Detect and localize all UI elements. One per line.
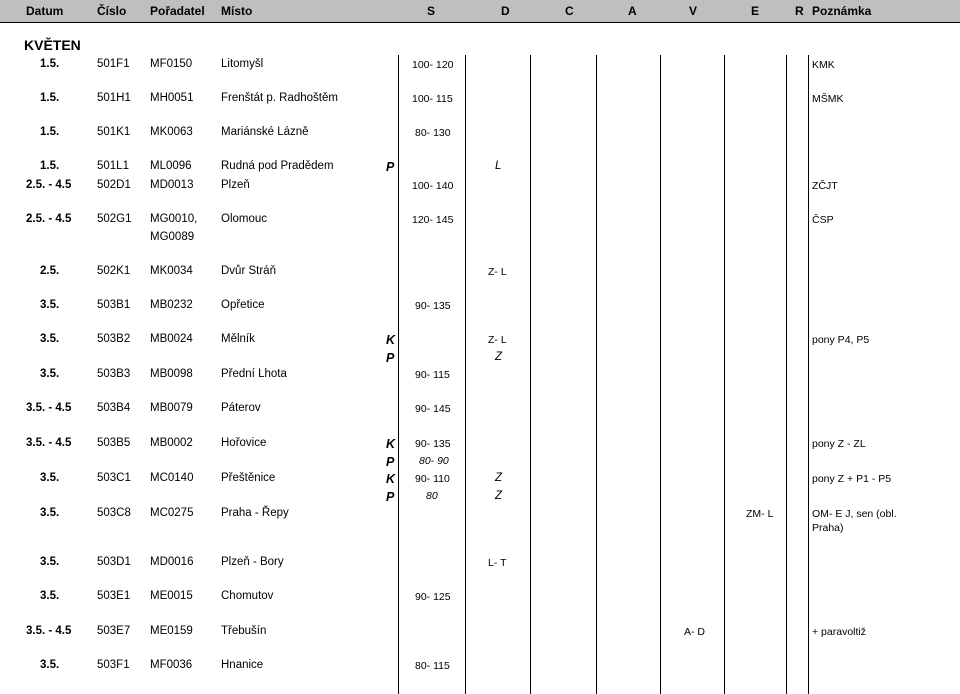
column-rule [660,55,661,694]
cell-poznamka: OM- E J, sen (obl. [812,508,897,520]
cell-cislo: 503C8 [97,507,131,519]
column-rule [724,55,725,694]
cell-datum: 1.5. [40,160,60,172]
cell-datum: 3.5. [40,299,60,311]
header-poradatel: Pořadatel [150,4,205,18]
cell-poznamka: pony Z - ZL [812,438,866,450]
cell-cislo: 503D1 [97,556,131,568]
cell-misto: Mělník [221,333,255,345]
cell-datum: 3.5. [40,507,60,519]
column-rule [596,55,597,694]
cell-misto: Rudná pod Pradědem [221,160,334,172]
cell-datum: 1.5. [40,126,60,138]
cell-d-range: 90- 125 [415,591,451,603]
header-poznamka: Poznámka [812,4,872,18]
cell-poznamka-2: Praha) [812,522,844,534]
cell-s-2: P [386,455,395,469]
cell-d-range: 100- 140 [412,180,454,192]
cell-poznamka: pony P4, P5 [812,334,870,346]
cell-c: Z- L [488,266,507,278]
cell-poradatel: MB0098 [150,368,193,380]
cell-poradatel: MG0010, [150,213,198,225]
cell-datum: 3.5. - 4.5 [26,625,72,637]
cell-s: K [386,437,396,451]
cell-d-range: 90- 110 [415,473,450,485]
column-rule [398,55,399,694]
cell-misto: Litomyšl [221,58,264,70]
cell-d-range: 90- 135 [415,300,451,312]
cell-c: L [495,160,502,172]
cell-d-2: 80 [426,490,438,502]
cell-misto: Frenštát p. Radhoštěm [221,92,338,104]
cell-poznamka: ZČJT [812,180,838,192]
cell-d-range: 100- 115 [412,93,453,105]
cell-cislo: 501H1 [97,92,131,104]
cell-misto: Chomutov [221,590,274,602]
cell-d-range: 90- 145 [415,403,451,415]
cell-datum: 3.5. - 4.5 [26,402,72,414]
cell-poradatel: MB0002 [150,437,193,449]
column-rule [786,55,787,694]
cell-poznamka: + paravoltiž [812,626,866,638]
cell-s-2: P [386,490,395,504]
cell-s: P [386,160,395,174]
cell-s: K [386,472,396,486]
cell-misto: Mariánské Lázně [221,126,309,138]
cell-d-2: 80- 90 [419,455,449,467]
cell-datum: 3.5. [40,368,60,380]
cell-datum: 3.5. [40,659,60,671]
cell-poradatel: MF0150 [150,58,193,70]
header-a: A [628,4,637,18]
column-rule [530,55,531,694]
cell-cislo: 503B4 [97,402,131,414]
cell-poznamka: ČSP [812,214,834,226]
cell-poznamka: KMK [812,59,835,71]
header-r: R [795,4,804,18]
cell-poradatel: MD0013 [150,179,194,191]
cell-cislo: 503B5 [97,437,131,449]
cell-v: A- D [684,626,705,638]
cell-datum: 3.5. [40,472,60,484]
cell-d-range: 90- 135 [415,438,451,450]
cell-datum: 3.5. - 4.5 [26,437,72,449]
cell-misto: Opřetice [221,299,265,311]
cell-c: Z [495,472,503,484]
month-heading: KVĚTEN [24,37,81,53]
cell-d-range: 80- 130 [415,127,451,139]
cell-cislo: 503E1 [97,590,131,602]
table-header [0,0,960,23]
cell-d-range: 90- 115 [415,369,450,381]
cell-poradatel: MD0016 [150,556,194,568]
cell-cislo: 503C1 [97,472,131,484]
cell-poradatel: MB0232 [150,299,193,311]
cell-misto: Plzeň [221,179,250,191]
cell-poradatel: MK0063 [150,126,193,138]
cell-misto: Hnanice [221,659,264,671]
cell-poradatel: MH0051 [150,92,194,104]
cell-misto: Hořovice [221,437,267,449]
cell-poradatel: MK0034 [150,265,193,277]
header-misto: Místo [221,4,253,18]
cell-cislo: 503B2 [97,333,131,345]
cell-s: K [386,333,396,347]
cell-datum: 2.5. - 4.5 [26,213,72,225]
cell-e: ZM- L [746,508,774,520]
cell-cislo: 503F1 [97,659,130,671]
cell-d-range: 100- 120 [412,59,454,71]
cell-cislo: 502K1 [97,265,131,277]
cell-misto: Olomouc [221,213,268,225]
header-e: E [751,4,760,18]
header-d: D [501,4,510,18]
cell-misto: Dvůr Stráň [221,265,276,277]
header-v: V [689,4,698,18]
cell-misto: Přední Lhota [221,368,287,380]
cell-d-range: 80- 115 [415,660,450,672]
cell-misto: Přeštěnice [221,472,276,484]
cell-misto: Páterov [221,402,261,414]
cell-poradatel-2: MG0089 [150,231,195,243]
header-cislo: Číslo [97,4,127,18]
cell-s-2: P [386,351,395,365]
cell-datum: 1.5. [40,92,60,104]
cell-cislo: 503B3 [97,368,131,380]
header-datum: Datum [26,4,64,18]
column-rule [808,55,809,694]
column-rule [465,55,466,694]
cell-c-2: Z [495,490,503,502]
cell-poradatel: MB0079 [150,402,193,414]
cell-cislo: 501L1 [97,160,129,172]
header-s: S [427,4,436,18]
cell-datum: 3.5. [40,556,60,568]
cell-misto: Plzeň - Bory [221,556,284,568]
cell-poradatel: MC0140 [150,472,194,484]
cell-c: Z- L [488,334,507,346]
cell-cislo: 502G1 [97,213,132,225]
cell-datum: 1.5. [40,58,60,70]
cell-cislo: 503E7 [97,625,131,637]
cell-cislo: 501F1 [97,58,130,70]
cell-poradatel: MC0275 [150,507,194,519]
cell-poradatel: ME0159 [150,625,193,637]
cell-datum: 3.5. [40,333,60,345]
cell-cislo: 503B1 [97,299,131,311]
cell-c: L- T [488,557,507,569]
cell-misto: Třebušín [221,625,267,637]
cell-d-range: 120- 145 [412,214,454,226]
cell-misto: Praha - Řepy [221,507,289,519]
cell-datum: 2.5. [40,265,60,277]
cell-cislo: 501K1 [97,126,131,138]
cell-poradatel: ML0096 [150,160,192,172]
cell-datum: 2.5. - 4.5 [26,179,72,191]
cell-datum: 3.5. [40,590,60,602]
cell-poznamka: pony Z + P1 - P5 [812,473,892,485]
header-c: C [565,4,574,18]
cell-poznamka: MŠMK [812,93,844,105]
cell-c-2: Z [495,351,503,363]
cell-cislo: 502D1 [97,179,131,191]
cell-poradatel: MF0036 [150,659,193,671]
cell-poradatel: ME0015 [150,590,193,602]
cell-poradatel: MB0024 [150,333,193,345]
